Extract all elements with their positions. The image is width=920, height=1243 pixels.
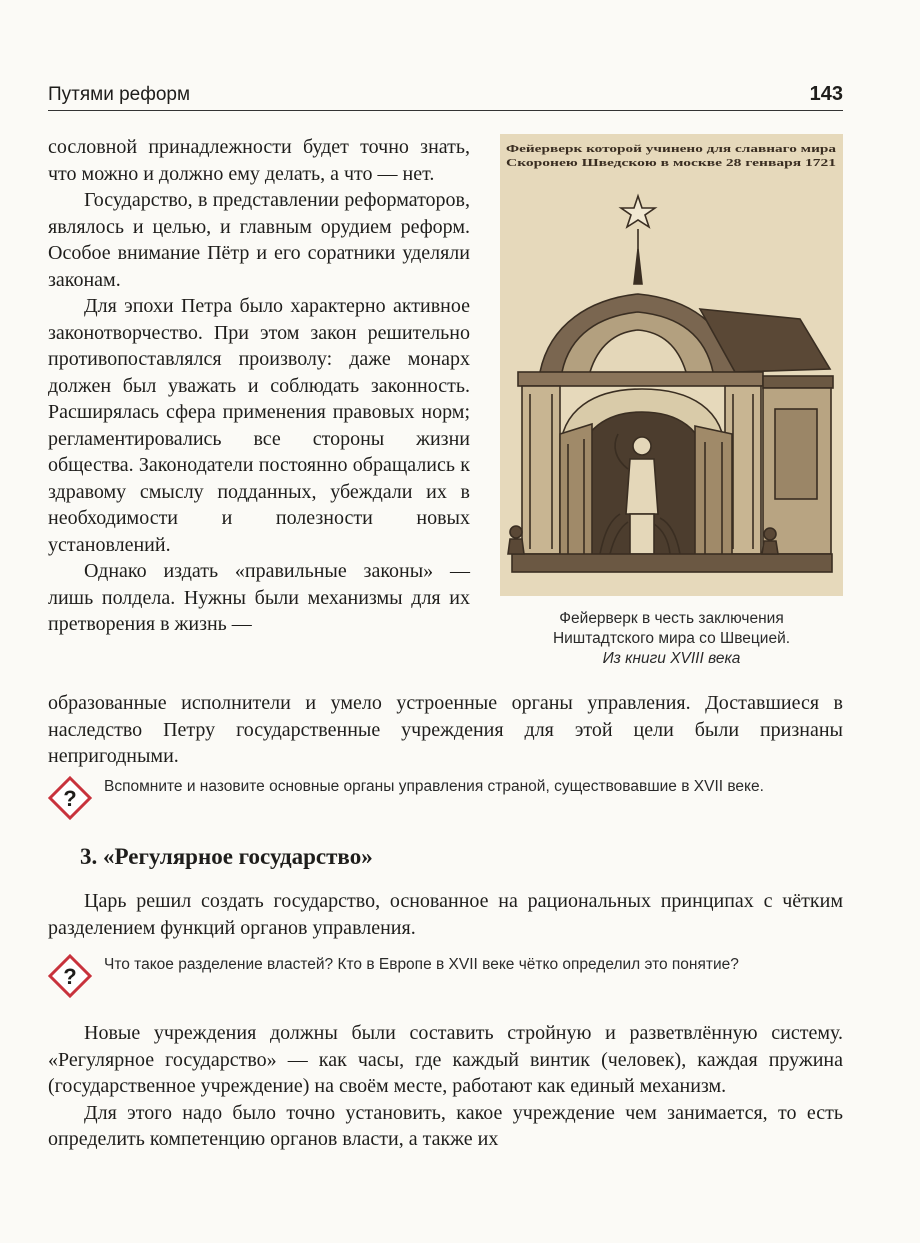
paragraph: Царь решил создать государство, основанное на рациональных принципах с чётким разделением функций органов управления. bbox=[48, 890, 843, 939]
question-block bbox=[48, 776, 843, 811]
engraving-header-line1: Фейерверк которой учинено для славнаго мира bbox=[506, 144, 836, 155]
engraving-image bbox=[500, 134, 843, 596]
engraving-header-line2: Скоронею Шведскою в москве 28 генваря 1721 bbox=[506, 158, 836, 169]
paragraph: Новые учреждения должны были составить стройную и разветвлённую систему. «Регулярное государство» — как часы, где каждый винтик (человек), каждая пружина (государственное учреждение) на своём месте, работают как единый механизм. bbox=[48, 1022, 843, 1097]
question-text: Что такое разделение властей? Кто в Европе в XVII веке чётко определил это понятие? bbox=[104, 956, 739, 973]
continuation-text bbox=[48, 690, 843, 770]
question-block bbox=[48, 954, 843, 989]
paragraph: образованные исполнители и умело устроенные органы управления. Доставшиеся в наследство Петру государственные учреждения для этой цели были признаны непригодными. bbox=[48, 692, 843, 767]
fireworks-pavilion-illustration bbox=[500, 134, 843, 596]
caption-line: Ништадтского мира со Швецией. bbox=[552, 630, 791, 647]
section-title: 3. «Регулярное государство» bbox=[80, 844, 373, 869]
text-column bbox=[48, 134, 470, 638]
paragraph: Для эпохи Петра было характерно активное законотворчество. При этом закон решительно противопоставлялся произволу: даже монарх должен был уважать и соблюдать законность. Расширялась сфера применения правовых норм; регламентировались все стороны жизни общества. Законодатели постоянно обращались к здравому смыслу подданных, убеждали их в необходимости и полезности новых установлений. bbox=[48, 295, 470, 556]
svg-text:?: ? bbox=[63, 786, 77, 811]
figure-caption bbox=[500, 609, 843, 669]
caption-line: Фейерверк в честь заключения bbox=[559, 610, 784, 627]
caption-source: Из книги XVIII века bbox=[602, 650, 741, 667]
question-icon bbox=[48, 954, 92, 998]
question-text: Вспомните и назовите основные органы управления страной, существовавшие в XVII веке. bbox=[104, 778, 764, 795]
running-title: Путями реформ bbox=[48, 84, 191, 105]
section-body bbox=[48, 1020, 843, 1153]
paragraph: сословной принадлежности будет точно знать, что можно и должно ему делать, а что — нет. bbox=[48, 136, 470, 185]
question-icon bbox=[48, 776, 92, 820]
svg-text:?: ? bbox=[63, 964, 77, 989]
section-intro bbox=[48, 888, 843, 941]
page-header bbox=[48, 80, 843, 111]
page-number: 143 bbox=[809, 83, 843, 105]
paragraph: Государство, в представлении реформаторов, являлось и целью, и главным орудием реформ. Особое внимание Пётр и его соратники уделяли законам. bbox=[48, 189, 470, 291]
paragraph: Однако издать «правильные законы» — лишь полдела. Нужны были механизмы для их претворения в жизнь — bbox=[48, 560, 470, 635]
paragraph: Для этого надо было точно установить, какое учреждение чем занимается, то есть определить компетенцию органов власти, а также их bbox=[48, 1101, 843, 1150]
